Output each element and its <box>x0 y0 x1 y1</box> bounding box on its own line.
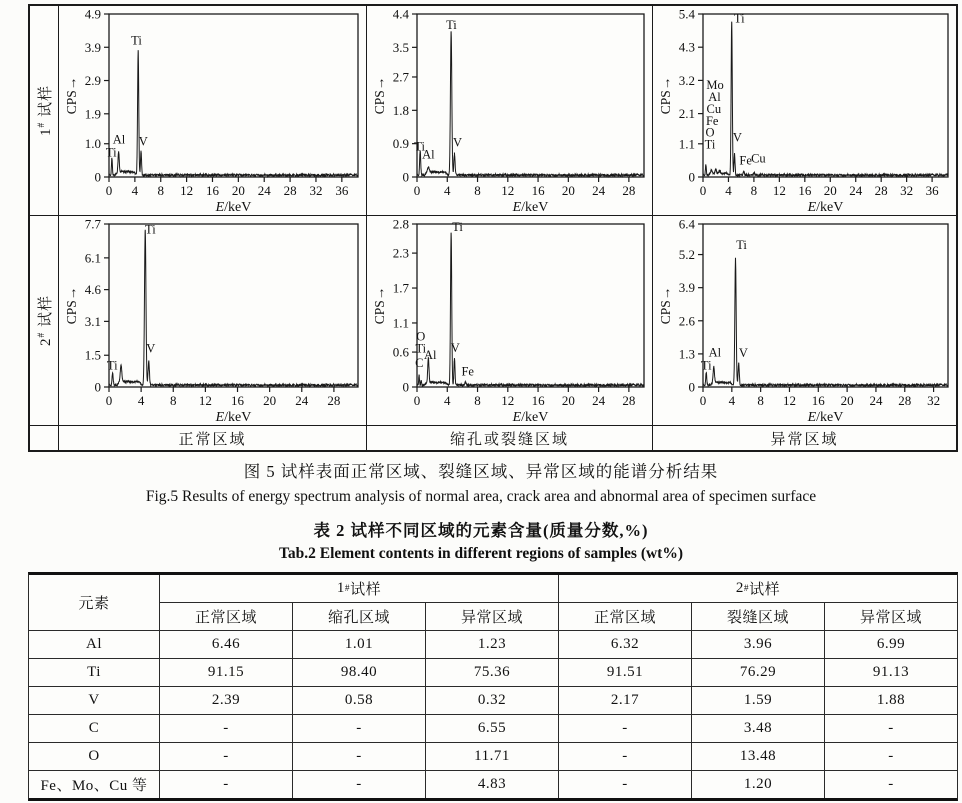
x-tick-label: 8 <box>474 393 481 408</box>
peak-label-al: Al <box>423 348 437 363</box>
peak-label-cu: Cu <box>751 151 766 166</box>
cell-value: - <box>558 742 691 770</box>
y-tick-label: 2.6 <box>678 313 695 329</box>
element-content-table <box>28 572 958 801</box>
spectrum-trace <box>700 258 948 386</box>
peak-label-mo: Mo <box>706 77 724 92</box>
peak-label-ti: Ti <box>446 17 457 32</box>
peak-label-c: C <box>415 356 424 371</box>
y-tick-label: 2.9 <box>84 73 101 89</box>
x-tick-label: 28 <box>874 183 888 198</box>
x-tick-label: 0 <box>105 183 113 198</box>
x-tick-label: 8 <box>757 393 764 408</box>
y-tick-label: 1.8 <box>392 102 409 118</box>
y-tick-label: 0 <box>94 169 101 185</box>
cell-value: 6.46 <box>159 630 292 658</box>
header-sample-2: 2 # 试样 <box>558 575 957 602</box>
x-tick-label: 20 <box>231 183 245 198</box>
peak-label-v: V <box>452 135 462 150</box>
x-tick-label: 16 <box>531 393 545 408</box>
spectrum-svg <box>367 216 652 425</box>
x-tick-label: 24 <box>257 183 271 198</box>
grid-corner-cell <box>30 425 58 450</box>
x-axis-label: E/keV <box>807 410 844 425</box>
y-tick-label: 3.2 <box>678 72 695 88</box>
x-tick-label: 28 <box>622 393 636 408</box>
y-tick-label: 0 <box>94 379 101 395</box>
spectrum-sample2-normal <box>58 215 366 425</box>
y-tick-label: 2.3 <box>392 245 409 261</box>
x-tick-label: 0 <box>413 393 421 408</box>
cell-value: 4.83 <box>425 770 558 798</box>
cell-value: 91.15 <box>159 658 292 686</box>
y-tick-label: 0.6 <box>392 344 409 360</box>
peak-label-v: V <box>732 130 742 145</box>
y-axis-label: CPS→ <box>658 286 673 325</box>
cell-value: - <box>558 714 691 742</box>
x-tick-label: 20 <box>840 393 854 408</box>
cell-value: 13.48 <box>691 742 824 770</box>
x-tick-label: 8 <box>157 183 164 198</box>
peak-label-al: Al <box>708 345 722 360</box>
col-label-normal: 正常区域 <box>58 425 366 450</box>
x-axis-label: E/keV <box>512 200 549 215</box>
x-tick-label: 28 <box>327 393 341 408</box>
spectrum-trace <box>417 31 644 176</box>
x-tick-label: 0 <box>699 393 707 408</box>
figure-5-grid <box>28 4 958 452</box>
spectrum-sample1-normal <box>58 6 366 215</box>
spectrum-trace <box>106 230 358 386</box>
x-axis-label: E/keV <box>512 410 549 425</box>
x-tick-label: 32 <box>927 393 941 408</box>
y-tick-label: 6.4 <box>678 216 695 232</box>
x-tick-label: 32 <box>900 183 914 198</box>
cell-element: C <box>29 714 159 742</box>
spectrum-sample1-abnormal <box>652 6 956 215</box>
table-title-zh: 表 2 试样不同区域的元素含量(质量分数,%) <box>313 521 649 540</box>
peak-label-ti: Ti <box>145 222 156 237</box>
cell-value: - <box>824 742 957 770</box>
x-tick-label: 20 <box>561 183 575 198</box>
cell-value: 91.13 <box>824 658 957 686</box>
y-tick-label: 2.1 <box>678 106 695 122</box>
peak-label-ti: Ti <box>452 219 463 234</box>
peak-label-o: O <box>705 125 715 140</box>
x-axis-label: E/keV <box>807 200 844 215</box>
peak-label-ti: Ti <box>736 237 747 252</box>
y-tick-label: 5.2 <box>678 247 695 263</box>
x-tick-label: 20 <box>263 393 277 408</box>
y-tick-label: 1.5 <box>84 347 101 363</box>
x-tick-label: 24 <box>295 393 309 408</box>
x-tick-label: 4 <box>137 393 145 408</box>
peak-label-ti: Ti <box>700 358 712 373</box>
x-tick-label: 12 <box>198 393 212 408</box>
spectrum-trace <box>417 233 644 387</box>
y-tick-label: 3.9 <box>678 280 695 296</box>
cell-value: 6.32 <box>558 630 691 658</box>
x-tick-label: 16 <box>811 393 825 408</box>
y-axis-label: CPS→ <box>64 286 79 325</box>
row-label-text: 2# 试样 <box>36 295 54 346</box>
cell-value: 1.59 <box>691 686 824 714</box>
x-tick-label: 12 <box>501 393 515 408</box>
peak-label-v: V <box>138 134 148 149</box>
peak-label-v: V <box>146 341 156 356</box>
y-tick-label: 1.3 <box>678 346 695 362</box>
y-tick-label: 7.7 <box>84 216 101 232</box>
row-label-text: 1# 试样 <box>36 85 54 136</box>
header-region-3: 异常区域 <box>425 602 558 630</box>
y-tick-label: 0 <box>688 169 695 185</box>
cell-value: - <box>159 714 292 742</box>
cell-element: Al <box>29 630 159 658</box>
header-region-5: 裂缝区域 <box>691 602 824 630</box>
cell-value: 75.36 <box>425 658 558 686</box>
cell-value: - <box>159 742 292 770</box>
cell-value: 1.20 <box>691 770 824 798</box>
y-tick-label: 5.4 <box>678 6 695 22</box>
x-axis-label: E/keV <box>215 410 252 425</box>
cell-value: 6.55 <box>425 714 558 742</box>
col-label-abnormal: 异常区域 <box>652 425 956 450</box>
y-tick-label: 2.7 <box>392 69 409 85</box>
x-tick-label: 24 <box>869 393 883 408</box>
y-tick-label: 4.3 <box>678 39 695 55</box>
spectrum-svg <box>59 216 366 425</box>
cell-element: O <box>29 742 159 770</box>
x-tick-label: 4 <box>131 183 139 198</box>
cell-value: - <box>824 714 957 742</box>
spectrum-sample1-crack <box>366 6 652 215</box>
x-tick-label: 8 <box>170 393 177 408</box>
peak-label-al: Al <box>708 89 721 104</box>
y-tick-label: 6.1 <box>84 250 101 266</box>
y-tick-label: 1.0 <box>84 136 101 152</box>
spectrum-sample2-crack <box>366 215 652 425</box>
x-tick-label: 0 <box>699 183 707 198</box>
x-tick-label: 36 <box>335 183 349 198</box>
header-region-6: 异常区域 <box>824 602 957 630</box>
x-tick-label: 12 <box>180 183 194 198</box>
peak-label-ti: Ti <box>131 33 142 48</box>
x-tick-label: 16 <box>531 183 545 198</box>
cell-value: 3.48 <box>691 714 824 742</box>
x-tick-label: 4 <box>444 393 451 408</box>
x-tick-label: 28 <box>898 393 912 408</box>
cell-value: 1.23 <box>425 630 558 658</box>
cell-value: - <box>159 770 292 798</box>
spectrum-svg <box>653 216 956 425</box>
cell-value: 0.32 <box>425 686 558 714</box>
x-tick-label: 8 <box>750 183 758 198</box>
x-tick-label: 12 <box>782 393 796 408</box>
cell-element: Ti <box>29 658 159 686</box>
peak-label-al: Al <box>112 132 126 147</box>
x-tick-label: 20 <box>561 393 575 408</box>
cell-value: 11.71 <box>425 742 558 770</box>
y-tick-label: 3.5 <box>392 39 409 55</box>
row-label-sample-2 <box>30 215 58 425</box>
y-axis-label: CPS→ <box>64 76 79 115</box>
y-tick-label: 2.8 <box>392 216 409 232</box>
peak-label-fe: Fe <box>461 364 474 379</box>
peak-label-ti: Ti <box>733 11 745 26</box>
y-tick-label: 0 <box>402 379 409 395</box>
x-tick-label: 16 <box>798 183 812 198</box>
peak-label-v: V <box>450 341 460 356</box>
y-tick-label: 1.9 <box>84 106 101 122</box>
x-tick-label: 16 <box>205 183 219 198</box>
peak-label-fe: Fe <box>705 114 719 129</box>
y-tick-label: 4.4 <box>392 6 409 22</box>
figure-caption-zh: 图 5 试样表面正常区域、裂缝区域、异常区域的能谱分析结果 <box>243 462 719 481</box>
x-tick-label: 24 <box>592 393 606 408</box>
cell-value: 3.96 <box>691 630 824 658</box>
x-tick-label: 0 <box>105 393 113 408</box>
header-region-4: 正常区域 <box>558 602 691 630</box>
peak-label-ti: Ti <box>105 145 117 160</box>
y-tick-label: 3.9 <box>84 39 101 55</box>
x-tick-label: 0 <box>413 183 421 198</box>
peak-label-al: Al <box>422 147 435 162</box>
y-axis-label: CPS→ <box>372 76 387 115</box>
y-tick-label: 4.9 <box>84 6 101 22</box>
peak-label-fe: Fe <box>739 153 752 168</box>
figure-caption-en: Fig.5 Results of energy spectrum analysis of normal area, crack area and abnormal area of specimen surface <box>145 488 817 505</box>
x-tick-label: 20 <box>823 183 837 198</box>
x-tick-label: 12 <box>772 183 786 198</box>
spectrum-sample2-abnormal <box>652 215 956 425</box>
cell-value: 2.17 <box>558 686 691 714</box>
cell-element: V <box>29 686 159 714</box>
peak-label-ti: Ti <box>415 341 427 356</box>
cell-value: 76.29 <box>691 658 824 686</box>
spectrum-svg <box>59 6 366 215</box>
cell-value: - <box>824 770 957 798</box>
header-region-1: 正常区域 <box>159 602 292 630</box>
peak-label-cu: Cu <box>706 102 722 117</box>
cell-value: 1.88 <box>824 686 957 714</box>
row-label-sample-1 <box>30 6 58 215</box>
x-tick-label: 36 <box>925 183 939 198</box>
x-tick-label: 4 <box>444 183 451 198</box>
spectrum-svg <box>653 6 956 215</box>
x-axis-label: E/keV <box>215 200 252 215</box>
cell-value: - <box>292 770 425 798</box>
x-tick-label: 12 <box>501 183 515 198</box>
header-region-2: 缩孔区域 <box>292 602 425 630</box>
y-axis-label: CPS→ <box>658 76 673 115</box>
peak-label-ti: Ti <box>106 358 118 373</box>
peak-label-ti: Ti <box>704 137 716 152</box>
y-tick-label: 0.9 <box>392 136 409 152</box>
header-sample-1: 1 # 试样 <box>159 575 558 602</box>
y-tick-label: 1.1 <box>392 315 409 331</box>
x-tick-label: 4 <box>728 393 736 408</box>
y-tick-label: 0 <box>402 169 409 185</box>
cell-value: - <box>292 714 425 742</box>
cell-value: 98.40 <box>292 658 425 686</box>
x-tick-label: 28 <box>622 183 636 198</box>
y-axis-label: CPS→ <box>372 286 387 325</box>
peak-label-ti: Ti <box>414 139 425 154</box>
peak-label-o: O <box>416 329 426 344</box>
spectrum-trace <box>109 50 358 176</box>
header-element: 元素 <box>78 596 110 612</box>
cell-element: Fe、Mo、Cu 等 <box>29 770 159 798</box>
table-title-en: Tab.2 Element contents in different regions of samples (wt%) <box>279 545 683 562</box>
peak-label-v: V <box>738 345 748 360</box>
y-tick-label: 4.6 <box>84 282 101 298</box>
x-tick-label: 8 <box>474 183 481 198</box>
x-tick-label: 4 <box>725 183 732 198</box>
cell-value: 0.58 <box>292 686 425 714</box>
cell-value: - <box>558 770 691 798</box>
col-label-crack: 缩孔或裂缝区域 <box>366 425 652 450</box>
axis-frame <box>109 14 358 177</box>
x-tick-label: 24 <box>592 183 606 198</box>
x-tick-label: 24 <box>849 183 863 198</box>
cell-value: 2.39 <box>159 686 292 714</box>
y-tick-label: 1.7 <box>392 280 409 296</box>
x-tick-label: 16 <box>231 393 245 408</box>
y-tick-label: 0 <box>688 379 695 395</box>
y-tick-label: 3.1 <box>84 313 101 329</box>
cell-value: 1.01 <box>292 630 425 658</box>
cell-value: 91.51 <box>558 658 691 686</box>
spectrum-svg <box>367 6 652 215</box>
cell-value: - <box>292 742 425 770</box>
x-tick-label: 28 <box>283 183 297 198</box>
x-tick-label: 32 <box>309 183 323 198</box>
cell-value: 6.99 <box>824 630 957 658</box>
y-tick-label: 1.1 <box>678 136 695 152</box>
